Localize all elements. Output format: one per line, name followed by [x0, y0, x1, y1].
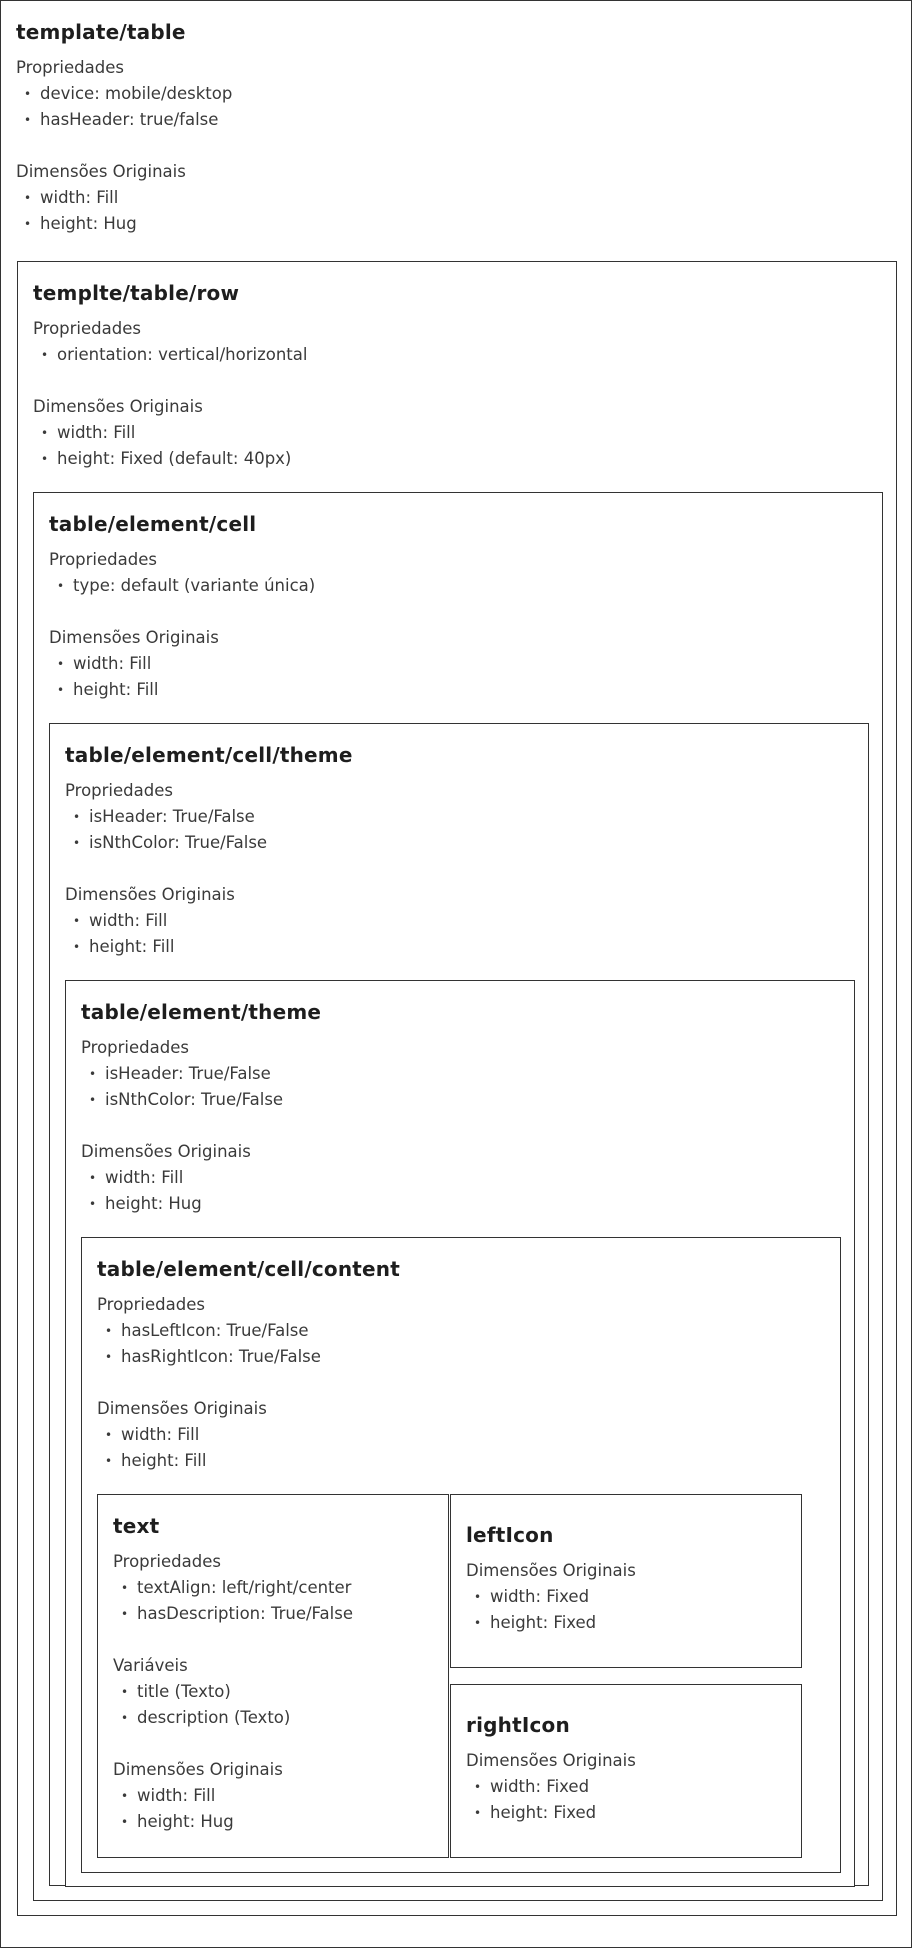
table-cell-props-label: Propriedades	[49, 550, 157, 569]
table-theme-prop: • isNthColor: True/False	[89, 1087, 839, 1113]
table-theme-frame	[65, 980, 855, 1887]
cell-theme-dims-label: Dimensões Originais	[65, 885, 235, 904]
table-theme-props-label: Propriedades	[81, 1038, 189, 1057]
template-table-dims-label: Dimensões Originais	[16, 162, 186, 181]
table-theme-prop: • isHeader: True/False	[89, 1061, 839, 1087]
template-table-props-list	[16, 81, 896, 133]
table-row-title: templte/table/row	[33, 281, 240, 305]
text-prop: • hasDescription: True/False	[121, 1601, 433, 1627]
cell-content-props-label: Propriedades	[97, 1295, 205, 1314]
table-cell-dims-label: Dimensões Originais	[49, 628, 219, 647]
table-cell-dim: • height: Fill	[57, 677, 867, 703]
left-icon-title: leftIcon	[466, 1523, 554, 1547]
table-cell-frame	[33, 492, 883, 1901]
cell-theme-frame	[49, 723, 869, 1886]
cell-content-title: table/element/cell/content	[97, 1257, 400, 1281]
cell-theme-dim: • height: Fill	[73, 934, 853, 960]
right-icon-dims-label: Dimensões Originais	[466, 1751, 636, 1770]
template-table-prop: • hasHeader: true/false	[24, 107, 896, 133]
text-frame	[97, 1494, 449, 1858]
cell-theme-props-label: Propriedades	[65, 781, 173, 800]
text-dims-label: Dimensões Originais	[113, 1760, 283, 1779]
text-props-list	[113, 1575, 433, 1627]
cell-theme-prop: • isNthColor: True/False	[73, 830, 853, 856]
table-cell-prop: • type: default (variante única)	[57, 573, 867, 599]
cell-theme-prop: • isHeader: True/False	[73, 804, 853, 830]
table-row-props-label: Propriedades	[33, 319, 141, 338]
template-table-prop: • device: mobile/desktop	[24, 81, 896, 107]
table-row-props-list	[33, 342, 881, 368]
cell-theme-title: table/element/cell/theme	[65, 743, 353, 767]
table-row-dims-list	[33, 420, 881, 472]
text-prop: • textAlign: left/right/center	[121, 1575, 433, 1601]
cell-theme-dims-list	[65, 908, 853, 960]
text-dim: • height: Hug	[121, 1809, 433, 1835]
left-icon-dims-list	[466, 1584, 786, 1636]
table-row-dim: • width: Fill	[41, 420, 881, 446]
left-icon-frame	[450, 1494, 802, 1668]
cell-content-frame	[81, 1237, 841, 1873]
table-cell-dims-list	[49, 651, 867, 703]
table-row-dims-label: Dimensões Originais	[33, 397, 203, 416]
table-cell-props-list	[49, 573, 867, 599]
text-title: text	[113, 1514, 160, 1538]
text-vars-label: Variáveis	[113, 1656, 188, 1675]
right-icon-title: rightIcon	[466, 1713, 570, 1737]
text-vars-list	[113, 1679, 433, 1731]
cell-content-prop: • hasLeftIcon: True/False	[105, 1318, 825, 1344]
template-table-dims-list	[16, 185, 896, 237]
cell-content-props-list	[97, 1318, 825, 1370]
template-table-dim: • width: Fill	[24, 185, 896, 211]
cell-content-dims-label: Dimensões Originais	[97, 1399, 267, 1418]
template-table-title: template/table	[16, 20, 186, 44]
right-icon-dim: • width: Fixed	[474, 1774, 786, 1800]
left-icon-dim: • width: Fixed	[474, 1584, 786, 1610]
cell-theme-dim: • width: Fill	[73, 908, 853, 934]
cell-theme-props-list	[65, 804, 853, 856]
table-row-dim: • height: Fixed (default: 40px)	[41, 446, 881, 472]
text-dim: • width: Fill	[121, 1783, 433, 1809]
table-theme-props-list	[81, 1061, 839, 1113]
table-row-prop: • orientation: vertical/horizontal	[41, 342, 881, 368]
template-table-props-label: Propriedades	[16, 58, 124, 77]
text-var: • title (Texto)	[121, 1679, 433, 1705]
text-var: • description (Texto)	[121, 1705, 433, 1731]
right-icon-dim: • height: Fixed	[474, 1800, 786, 1826]
table-cell-title: table/element/cell	[49, 512, 257, 536]
table-theme-dims-list	[81, 1165, 839, 1217]
cell-content-dim: • height: Fill	[105, 1448, 825, 1474]
cell-content-dim: • width: Fill	[105, 1422, 825, 1448]
cell-content-prop: • hasRightIcon: True/False	[105, 1344, 825, 1370]
table-theme-dim: • height: Hug	[89, 1191, 839, 1217]
table-theme-dim: • width: Fill	[89, 1165, 839, 1191]
text-props-label: Propriedades	[113, 1552, 221, 1571]
table-theme-dims-label: Dimensões Originais	[81, 1142, 251, 1161]
left-icon-dim: • height: Fixed	[474, 1610, 786, 1636]
table-theme-title: table/element/theme	[81, 1000, 322, 1024]
template-table-dim: • height: Hug	[24, 211, 896, 237]
left-icon-dims-label: Dimensões Originais	[466, 1561, 636, 1580]
cell-content-dims-list	[97, 1422, 825, 1474]
text-dims-list	[113, 1783, 433, 1835]
table-row-frame	[17, 261, 897, 1916]
right-icon-frame	[450, 1684, 802, 1858]
right-icon-dims-list	[466, 1774, 786, 1826]
table-cell-dim: • width: Fill	[57, 651, 867, 677]
